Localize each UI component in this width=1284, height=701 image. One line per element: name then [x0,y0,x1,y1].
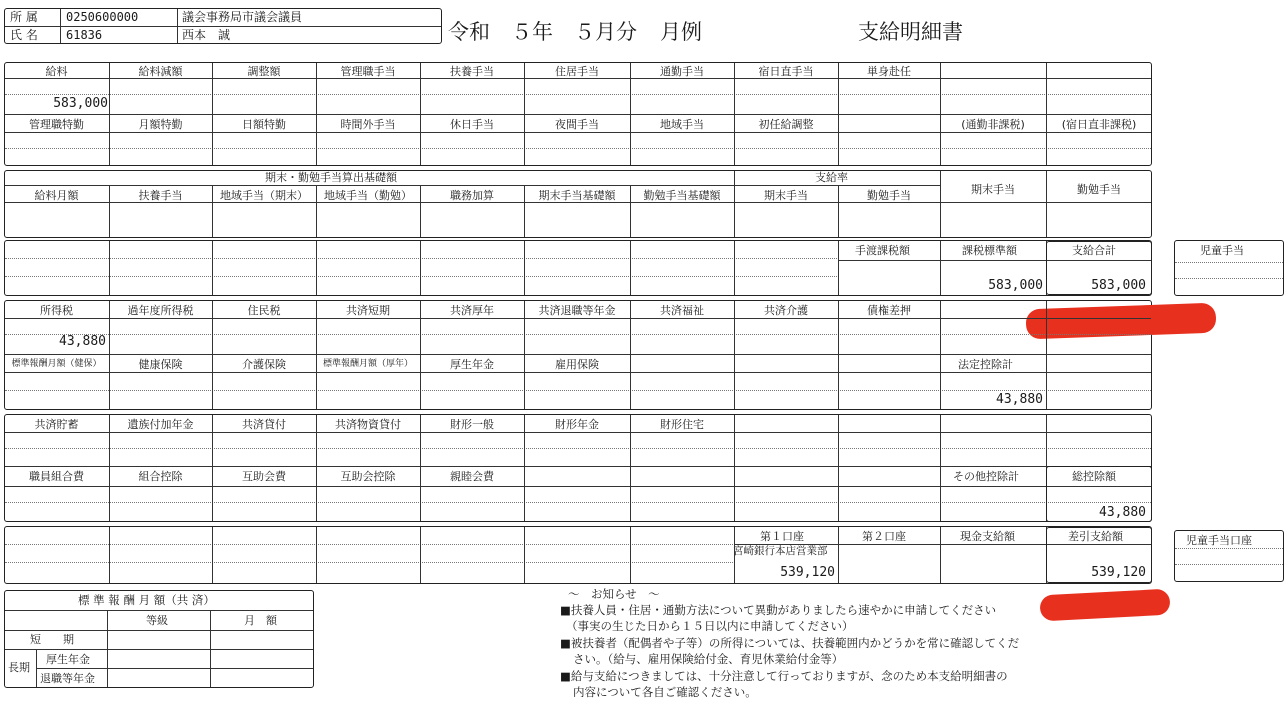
column-label: 期末手当基礎額 [538,189,616,202]
divider [940,241,941,295]
column-label: 親睦会費 [450,470,494,483]
employee-name: 西本 誠 [182,28,231,42]
divider [5,318,1151,319]
column-label: 給料月額 [34,189,79,202]
dotted-divider [5,276,839,277]
column-label: 職務加算 [450,189,494,202]
taxable-label: 課税標準額 [962,244,1017,257]
divider [630,63,631,165]
divider [316,241,317,295]
net-label: 差引支給額 [1068,530,1123,543]
dotted-divider [5,258,839,259]
divider [5,26,441,27]
column-label: 管理職特勤 [29,118,84,131]
column-label: 組合控除 [138,470,183,483]
divider [420,301,421,409]
column-label: 休日手当 [450,118,494,131]
bonus-group-label: 期末・勤勉手当算出基礎額 [265,171,397,184]
child-account-label: 児童手当口座 [1186,534,1252,547]
column-label: (宿日直非課税) [1061,118,1137,131]
taxable-value: 583,000 [988,278,1043,293]
divider [734,301,735,409]
account2-label: 第２口座 [862,530,906,543]
column-label: 共済貯蓄 [34,418,79,431]
divider [5,372,1151,373]
total-deduction-highlight-box [1046,466,1152,522]
notice-title: ～ お知らせ ～ [568,587,660,601]
net-value: 539,120 [1091,565,1146,580]
column-label: 債権差押 [867,304,911,317]
divider [5,432,1151,433]
divider [5,202,1151,203]
income-tax-value: 43,880 [59,334,106,349]
column-label: 調整額 [247,65,281,78]
divider [838,415,839,521]
divider [109,527,110,583]
dotted-divider [5,390,1151,391]
divider [5,185,941,186]
cash-label: 現金支給額 [960,530,1015,543]
notice-line: さい。（給与、雇用保険給付金、育児休業給付金等） [573,652,844,666]
column-label: 標準報酬月額（健保） [11,359,102,369]
column-label: 扶養手当 [450,65,494,78]
column-label: 標準報酬月額（厚年） [322,359,413,369]
account1-value: 539,120 [780,565,835,580]
dotted-divider [5,562,735,563]
affiliation-name: 議会事務局市議会議員 [182,10,303,24]
divider [940,171,941,237]
divider [316,63,317,165]
divider [109,301,110,409]
column-label: 厚生年金 [450,358,494,371]
column-label: 共済退職等年金 [538,304,616,317]
divider [1046,171,1047,237]
column-label: 共済短期 [346,304,390,317]
total-deduction-value: 43,880 [1099,505,1146,520]
column-label: 勤勉手当 [867,189,911,202]
divider [212,241,213,295]
other-total-label: その他控除計 [953,470,1019,483]
divider [420,527,421,583]
column-label: 財形年金 [555,418,599,431]
divider [1046,63,1047,165]
column-label: 管理職手当 [340,65,396,78]
retirement-label: 退職等年金 [40,672,95,685]
account1-label: 第１口座 [760,530,804,543]
rate-label: 支給率 [815,171,848,184]
dotted-divider [5,544,735,545]
divider [109,63,110,165]
dotted-divider [5,502,1151,503]
column-label: 共済福祉 [660,304,704,317]
notice-line: ■扶養人員・住居・通勤方法について異動がありましたら速やかに申請してください [560,603,997,617]
total-deduction-label: 総控除額 [1072,470,1116,483]
column-label: 勤勉手当基礎額 [643,189,721,202]
divider [940,527,941,583]
divider [630,241,631,295]
column-label: 地域手当 [660,118,704,131]
column-label: 雇用保険 [555,358,599,371]
notice-line: ■被扶養者（配偶者や子等）の所得については、扶養範囲内かどうかを常に確認してくだ [560,636,1020,650]
column-label: 単身赴任 [867,65,911,78]
dotted-divider [5,334,1151,335]
legal-total-value: 43,880 [996,392,1043,407]
grade-label: 等級 [146,614,168,627]
divider [5,486,1151,487]
affiliation-label: 所 属 [10,10,38,24]
divider [524,241,525,295]
divider [420,63,421,165]
redaction-mark [1039,589,1170,622]
child-allowance-label: 児童手当 [1200,244,1244,257]
divider [734,241,735,295]
total-value: 583,000 [1091,278,1146,293]
column-label: 初任給調整 [758,118,814,131]
name-label: 氏 名 [10,28,38,42]
column-label: 介護保険 [242,358,286,371]
column-label: 所得税 [40,304,73,317]
column-label: 夜間手当 [555,118,599,131]
divider [838,301,839,409]
divider [524,527,525,583]
column-label: 通勤手当 [660,65,704,78]
employee-no: 61836 [66,28,103,42]
divider [734,171,735,237]
column-label: 財形一般 [450,418,494,431]
payment-type: 月例 [660,20,702,44]
divider [5,114,1151,115]
column-label: 互助会控除 [340,470,396,483]
column-label: 地域手当（勤勉） [324,189,412,202]
column-label: 月額特勤 [138,118,183,131]
divider [420,241,421,295]
document-title: 支給明細書 [858,20,963,44]
column-label: 日額特勤 [242,118,286,131]
long-term-label: 長期 [8,661,30,674]
affiliation-code: 0250600000 [66,10,139,24]
divider [5,132,1151,133]
notice-line: 内容について各自ご確認ください。 [573,685,757,699]
divider [524,63,525,165]
divider [630,301,631,409]
divider [1046,301,1047,409]
column-label: 健康保険 [138,358,183,371]
column-label: 時間外手当 [340,118,396,131]
divider [940,63,941,165]
divider [838,241,839,295]
divider [940,415,941,521]
bank-name: 宮崎銀行本店営業部 [733,545,828,557]
period: 令和 ５年 ５月分 [448,20,637,44]
divider [630,527,631,583]
net-highlight-box [1046,527,1152,583]
dotted-divider [5,448,1151,449]
column-label: 共済物資貸付 [335,418,401,431]
column-label: 期末手当 [971,183,1015,196]
column-label: 互助会費 [242,470,286,483]
pension-label: 厚生年金 [46,653,90,666]
column-label: 扶養手当 [138,189,183,202]
column-label: 給料 [45,65,68,78]
divider [5,78,1151,79]
column-label: 職員組合費 [29,470,84,483]
column-label: 宿日直手当 [758,65,814,78]
column-label: 財形住宅 [660,418,704,431]
column-label: 期末手当 [764,189,808,202]
divider [5,466,1151,467]
total-highlight-box [1046,241,1152,295]
divider [212,527,213,583]
divider [109,241,110,295]
dotted-divider [5,148,1151,149]
divider [940,301,941,409]
column-label: 勤勉手当 [1077,183,1121,196]
notice-line: （事実の生じた日から１５日以内に申請してください） [566,619,854,633]
divider [316,301,317,409]
dotted-divider [5,94,1151,95]
column-label: 遺族付加年金 [127,418,194,431]
column-label: 地域手当（期末） [220,189,308,202]
legal-total-label: 法定控除計 [958,358,1013,371]
divider [838,63,839,165]
divider [734,527,735,583]
notice-line: ■給与支給につきましては、十分注意して行っておりますが、念のため本支給明細書の [560,669,1008,683]
amount-label: 月 額 [244,614,277,627]
divider [212,63,213,165]
column-label: 給料減額 [138,65,183,78]
column-label: 過年度所得税 [127,304,194,317]
column-label: 共済貸付 [242,418,286,431]
column-label: 住居手当 [555,65,599,78]
divider [734,63,735,165]
divider [316,527,317,583]
column-label: 共済介護 [764,304,808,317]
column-label: 共済厚年 [450,304,494,317]
divider [212,301,213,409]
short-term-label: 短 期 [30,633,74,646]
divider [734,415,735,521]
divider [60,9,61,43]
divider [177,9,178,43]
divider [5,354,1151,355]
total-label: 支給合計 [1072,244,1116,257]
column-label: 住民税 [247,304,281,317]
bonus-basis-section [4,170,1152,238]
hand-tax-label: 手渡課税額 [855,244,910,257]
standard-comp-title: 標 準 報 酬 月 額（共 済） [78,593,215,607]
divider [838,527,839,583]
divider [524,301,525,409]
column-label: (通勤非課税) [961,118,1025,131]
salary-value: 583,000 [53,96,108,111]
